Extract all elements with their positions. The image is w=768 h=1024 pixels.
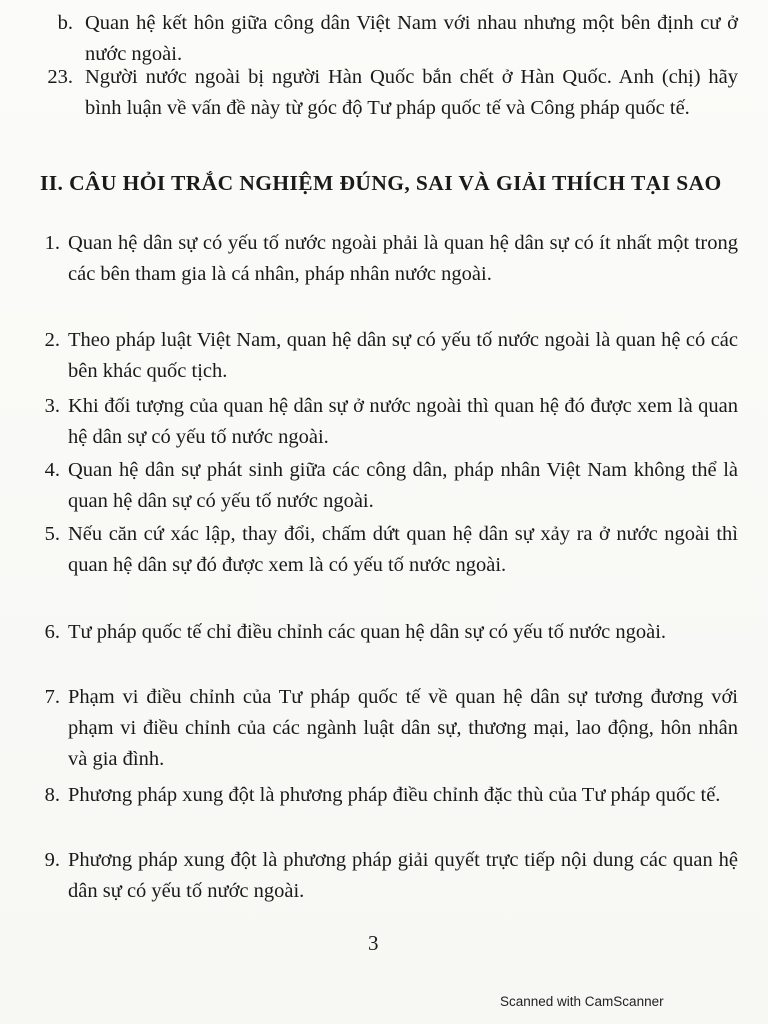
question-item-8: [40, 780, 738, 811]
section-heading: II. CÂU HỎI TRẮC NGHIỆM ĐÚNG, SAI VÀ GIẢI THÍCH TẠI SAO: [40, 171, 722, 195]
page-number: 3: [368, 931, 379, 955]
question-item-2: [40, 325, 738, 387]
question-number: 3.: [44, 395, 60, 417]
question-item-4: [40, 455, 738, 517]
question-text: Phạm vi điều chỉnh của Tư pháp quốc tế về quan hệ dân sự tương đương với phạm vi điều chỉnh của các ngành luật dân sự, thương mại, lao động, hôn nhân và gia đình.: [68, 686, 738, 770]
question-item-1: [40, 228, 738, 290]
list-item-text: Quan hệ kết hôn giữa công dân Việt Nam với nhau nhưng một bên định cư ở nước ngoài.: [85, 12, 738, 65]
question-item-7: [40, 682, 738, 775]
list-item-b: [40, 8, 738, 70]
question-text: Tư pháp quốc tế chỉ điều chỉnh các quan hệ dân sự có yếu tố nước ngoài.: [68, 621, 667, 643]
question-text: Khi đối tượng của quan hệ dân sự ở nước ngoài thì quan hệ đó được xem là quan hệ dân sự có yếu tố nước ngoài.: [68, 395, 738, 448]
question-text: Phương pháp xung đột là phương pháp giải quyết trực tiếp nội dung các quan hệ dân sự có yếu tố nước ngoài.: [68, 849, 738, 902]
list-item-text: Người nước ngoài bị người Hàn Quốc bắn chết ở Hàn Quốc. Anh (chị) hãy bình luận về vấn đề này từ góc độ Tư pháp quốc tế và Công pháp quốc tế.: [85, 66, 738, 119]
list-marker: 23.: [47, 66, 73, 88]
question-number: 5.: [44, 523, 60, 545]
question-number: 4.: [44, 459, 60, 481]
question-item-3: [40, 391, 738, 453]
question-text: Quan hệ dân sự có yếu tố nước ngoài phải là quan hệ dân sự có ít nhất một trong các bên tham gia là cá nhân, pháp nhân nước ngoài.: [68, 232, 738, 285]
question-number: 8.: [44, 784, 60, 806]
list-marker: b.: [57, 12, 73, 34]
question-text: Nếu căn cứ xác lập, thay đổi, chấm dứt quan hệ dân sự xảy ra ở nước ngoài thì quan hệ dân sự đó được xem là có yếu tố nước ngoài.: [68, 523, 738, 576]
scanner-watermark: Scanned with CamScanner: [500, 994, 664, 1009]
question-text: Phương pháp xung đột là phương pháp điều chỉnh đặc thù của Tư pháp quốc tế.: [68, 784, 721, 806]
question-item-6: [40, 617, 738, 648]
question-number: 7.: [44, 686, 60, 708]
question-text: Quan hệ dân sự phát sinh giữa các công dân, pháp nhân Việt Nam không thể là quan hệ dân sự có yếu tố nước ngoài.: [68, 459, 738, 512]
question-number: 9.: [44, 849, 60, 871]
question-text: Theo pháp luật Việt Nam, quan hệ dân sự có yếu tố nước ngoài là quan hệ có các bên khác quốc tịch.: [68, 329, 738, 382]
question-item-9: [40, 845, 738, 907]
question-number: 6.: [44, 621, 60, 643]
question-number: 2.: [44, 329, 60, 351]
question-item-5: [40, 519, 738, 581]
list-item-23: [40, 62, 738, 124]
question-number: 1.: [44, 232, 60, 254]
